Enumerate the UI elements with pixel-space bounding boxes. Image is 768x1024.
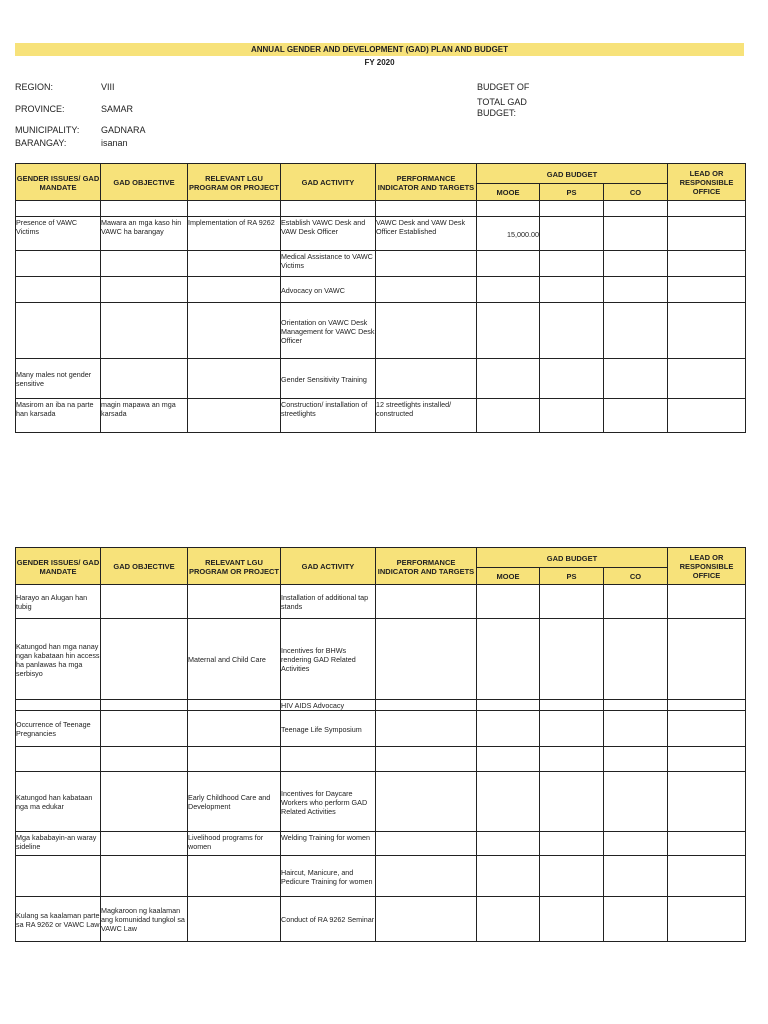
cell-activity: Installation of additional tap stands	[281, 585, 376, 619]
table-row	[16, 585, 746, 619]
cell-issue: Many males not gender sensitive	[16, 359, 101, 399]
budget-of-label: BUDGET OF	[477, 82, 530, 92]
municipality-value: GADNARA	[101, 125, 146, 135]
cell-activity: Orientation on VAWC Desk Management for VAWC Desk Officer	[281, 303, 376, 359]
cell-program: Implementation of RA 9262	[188, 217, 281, 251]
document-title: ANNUAL GENDER AND DEVELOPMENT (GAD) PLAN AND BUDGET	[15, 43, 744, 56]
total-gad-label: TOTAL GAD	[477, 97, 527, 107]
cell-issue: Katungod han mga nanay ngan kabataan hin access ha panlawas ha mga serbisyo	[16, 619, 101, 700]
table-row	[16, 277, 746, 303]
table-row	[16, 897, 746, 942]
cell-activity: HIV AIDS Advocacy	[281, 700, 376, 711]
cell-activity: Incentives for BHWs rendering GAD Related Activities	[281, 619, 376, 700]
table-row	[16, 856, 746, 897]
cell-program: Early Childhood Care and Development	[188, 772, 281, 832]
cell-activity: Medical Assistance to VAWC Victims	[281, 251, 376, 277]
col-program-header: RELEVANT LGU PROGRAM OR PROJECT	[188, 548, 281, 585]
table-row	[16, 359, 746, 399]
cell-activity: Incentives for Daycare Workers who perform GAD Related Activities	[281, 772, 376, 832]
province-label: PROVINCE:	[15, 104, 65, 114]
col-co-header: CO	[604, 184, 668, 201]
province-value: SAMAR	[101, 104, 134, 114]
cell-issue: Katungod han kabataan nga ma edukar	[16, 772, 101, 832]
cell-issue: Mga kababayin-an waray sideline	[16, 832, 101, 856]
cell-objective: magin mapawa an mga karsada	[101, 399, 188, 433]
col-mooe-header: MOOE	[477, 184, 540, 201]
col-program-header: RELEVANT LGU PROGRAM OR PROJECT	[188, 164, 281, 201]
cell-activity: Construction/ installation of streetlights	[281, 399, 376, 433]
cell-issue: Harayo an Alugan han tubig	[16, 585, 101, 619]
cell-mooe: 15,000.00	[477, 217, 540, 251]
col-mooe-header: MOOE	[477, 568, 540, 585]
gad-table-2	[15, 547, 746, 942]
cell-issue: Kulang sa kaalaman parte sa RA 9262 or VAWC Law	[16, 897, 101, 942]
cell-activity: Welding Training for women	[281, 832, 376, 856]
cell-activity: Gender Sensitivity Training	[281, 359, 376, 399]
cell-activity: Conduct of RA 9262 Seminar	[281, 897, 376, 942]
col-budget-header: GAD BUDGET	[477, 548, 668, 568]
table-row	[16, 303, 746, 359]
col-ps-header: PS	[540, 568, 604, 585]
barangay-label: BARANGAY:	[15, 138, 67, 148]
col-lead-header: LEAD OR RESPONSIBLE OFFICE	[668, 164, 746, 201]
cell-objective: Magkaroon ng kaalaman ang komunidad tungkol sa VAWC Law	[101, 897, 188, 942]
table-row	[16, 747, 746, 772]
cell-activity: Advocacy on VAWC	[281, 277, 376, 303]
region-value: VIII	[101, 82, 115, 92]
cell-program: Livelihood programs for women	[188, 832, 281, 856]
col-indicator-header: PERFORMANCE INDICATOR AND TARGETS	[376, 548, 477, 585]
cell-program: Maternal and Child Care	[188, 619, 281, 700]
table-row	[16, 619, 746, 700]
col-activity-header: GAD ACTIVITY	[281, 548, 376, 585]
cell-issue: Occurrence of Teenage Pregnancies	[16, 711, 101, 747]
cell-activity: Haircut, Manicure, and Pedicure Training for women	[281, 856, 376, 897]
fiscal-year: FY 2020	[364, 58, 395, 67]
col-objective-header: GAD OBJECTIVE	[101, 164, 188, 201]
col-issues-header: GENDER ISSUES/ GAD MANDATE	[16, 164, 101, 201]
col-objective-header: GAD OBJECTIVE	[101, 548, 188, 585]
barangay-value: isanan	[101, 138, 128, 148]
budget-label: BUDGET:	[477, 108, 517, 118]
col-budget-header: GAD BUDGET	[477, 164, 668, 184]
table-row	[16, 832, 746, 856]
col-co-header: CO	[604, 568, 668, 585]
table-row	[16, 251, 746, 277]
region-label: REGION:	[15, 82, 54, 92]
col-indicator-header: PERFORMANCE INDICATOR AND TARGETS	[376, 164, 477, 201]
cell-indicator: VAWC Desk and VAW Desk Officer Established	[376, 217, 477, 251]
col-issues-header: GENDER ISSUES/ GAD MANDATE	[16, 548, 101, 585]
gad-table-1	[15, 163, 746, 433]
col-lead-header: LEAD OR RESPONSIBLE OFFICE	[668, 548, 746, 585]
cell-issue: Masirom an iba na parte han karsada	[16, 399, 101, 433]
col-activity-header: GAD ACTIVITY	[281, 164, 376, 201]
cell-activity: Teenage Life Symposium	[281, 711, 376, 747]
cell-objective: Mawara an mga kaso hin VAWC ha barangay	[101, 217, 188, 251]
table-row	[16, 700, 746, 711]
cell-indicator: 12 streetlights installed/ constructed	[376, 399, 477, 433]
municipality-label: MUNICIPALITY:	[15, 125, 80, 135]
cell-activity: Establish VAWC Desk and VAW Desk Officer	[281, 217, 376, 251]
table-row	[16, 711, 746, 747]
cell-issue: Presence of VAWC Victims	[16, 217, 101, 251]
table-row	[16, 201, 746, 217]
table-row	[16, 217, 746, 251]
col-ps-header: PS	[540, 184, 604, 201]
table-row	[16, 772, 746, 832]
table-row	[16, 399, 746, 433]
